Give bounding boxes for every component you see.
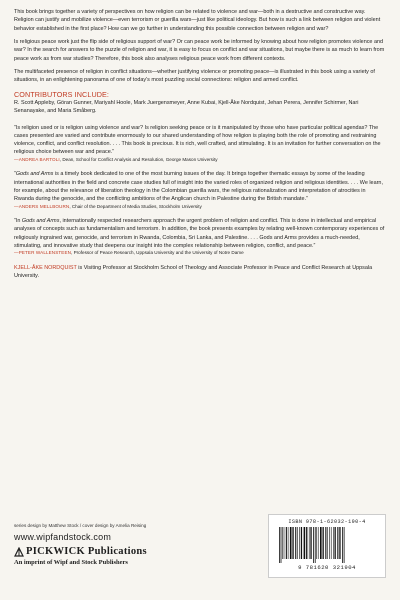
endorsement-quote: “Is religion used or is religion using violence and war? Is religion seeking peace or is it manipulated by those who have particular political agendas? The cases presented are varied and contribute enormously to our shared understanding of how religion is playing both the role of promoting and restraining violence, conflict, and conflict resolution. . . . This book is precious. It is rich, well crafted, and stimulating. It is an invitation for further conversation on the religious choice between war and peace.” <box>14 124 381 156</box>
endorsement-quote: “Gods and Arms is a timely book dedicated to one of the most burning issues of the day. It brings together thematic essays by some of the leading international authorities in the field and concrete case studies full of insight into the varied roles of organized religion and religious identities. . . . We learn, for example, about the relevance of liberation theology in the Colombian guerilla wars, the religious rationalization and interpretation of atrocities in Rwanda during the genocide, and the conflicting ambitions of the Anglican church in Palestine during the British mandate.” <box>14 171 383 203</box>
barcode <box>277 527 377 563</box>
barcode-bar <box>306 527 307 559</box>
barcode-bar <box>284 527 285 559</box>
pickwick-logo-icon <box>14 547 24 557</box>
barcode-bar <box>292 527 293 559</box>
barcode-block <box>268 514 386 578</box>
publisher-logo <box>14 546 147 557</box>
endorsement-attribution: —ANDERS MELLBOURN, Chair of the Department of Media Studies, Stockholm University <box>14 203 202 209</box>
barcode-digits: 9 781620 321904 <box>298 564 356 571</box>
barcode-bar <box>315 527 316 563</box>
barcode-bar <box>299 527 300 559</box>
barcode-bar <box>310 527 311 559</box>
footer <box>14 510 386 600</box>
barcode-bar <box>304 527 306 559</box>
barcode-bar <box>316 527 317 559</box>
barcode-bar <box>325 527 326 559</box>
barcode-bar <box>279 527 280 563</box>
barcode-bar <box>329 527 330 559</box>
endorsement-attribution: —ANDREA BARTOLI, Dean, School for Conflict Analysis and Resolution, George Mason University <box>14 156 218 162</box>
barcode-bar <box>286 527 287 559</box>
barcode-bar <box>335 527 336 559</box>
barcode-bar <box>297 527 298 559</box>
intro-paragraph: This book brings together a variety of perspectives on how religion can be related to violence and war—both in a destructive and constructive way. Religion can justify and mobilize violence—even terrorism or guerilla wars—just like political ideology. But how is such a link between religion and violent behavior established in the first place? How can we go further in understanding this possible connection between religion and war? <box>14 9 381 32</box>
barcode-bar <box>320 527 322 559</box>
imprint-line: An imprint of Wipf and Stock Publishers <box>14 559 128 566</box>
endorser-name: —ANDREA BARTOLI <box>14 156 60 162</box>
publisher-website: www.wipfandstock.com <box>14 532 112 542</box>
endorsement-attribution: —PETER WALLENSTEEN, Professor of Peace Research, Uppsala University and the University of Notre Dame <box>14 250 244 256</box>
design-credits: series design by Matthew Stock / cover design by Amelia Reising <box>14 523 147 528</box>
barcode-bar <box>290 527 292 559</box>
endorser-name: —PETER WALLENSTEEN <box>14 250 72 256</box>
barcode-bar <box>282 527 283 559</box>
barcode-bar <box>339 527 340 559</box>
publisher-name: PICKWICK Publications <box>26 546 147 557</box>
text-column <box>14 8 386 280</box>
intro-paragraph: The multifaceted presence of religion in conflict situations—whether justifying violence or promoting peace—is illustrated in this book using a variety of situations, in an enlightening panorama of one of today's most puzzling social connections: religion and armed conflict. <box>14 69 375 84</box>
barcode-bar <box>331 527 332 559</box>
barcode-bar <box>344 527 345 563</box>
barcode-bar <box>309 527 310 559</box>
contributors-heading: CONTRIBUTORS INCLUDE: <box>14 89 110 99</box>
isbn-label: ISBN 978-1-62032-190-4 <box>288 519 366 525</box>
barcode-bar <box>337 527 338 559</box>
contributors-list: R. Scott Appleby, Göran Gunner, Mariyahl Hoole, Mark Juergensmeyer, Anne Kubai, Kjell-Åke Nordquist, Jehan Perera, Jennifer Schirmer, Nari Senanayake, and Maria Småberg. <box>14 99 359 115</box>
barcode-bar <box>313 527 314 563</box>
barcode-bar <box>318 527 319 559</box>
author-bio: KJELL-ÅKE NORDQUIST is Visiting Professor at Stockholm School of Theology and Associate Professor in Peace and Conflict Research at Uppsala University. <box>14 264 373 280</box>
barcode-bar <box>333 527 334 559</box>
barcode-bar <box>301 527 302 559</box>
barcode-bar <box>327 527 328 559</box>
barcode-bar <box>323 527 324 559</box>
endorser-name: —ANDERS MELLBOURN <box>14 203 70 209</box>
barcode-bar <box>288 527 289 559</box>
barcode-bar <box>281 527 282 563</box>
endorsement-quote: “In Gods and Arms, internationally respected researchers approach the urgent problem of religion and conflict. This is done in intellectual and empirical analyses of concepts such as fundamentalism and terrorism. In addition, the book presents examples by relating well-known contemporary experiences of religiously ingrained war, genocide, and terrorism in Rwanda, Colombia, Sri Lanka, and Palestine. . . . Gods and Arms provides a much-needed, stimulating, and innovative study that deepens our insight into the complex relationship between religion, conflict, and peace.” <box>14 218 385 249</box>
author-name: KJELL-ÅKE NORDQUIST <box>14 264 77 271</box>
barcode-bar <box>295 527 296 559</box>
intro-paragraph: Is religious peace work just the flip side of religious support of war? Or can peace work be informed by knowing about how religion promotes violence and war? In the search for answers to the puzzle of religion and war, it is easy to focus on conflict and war situations, but maybe there is as much to learn from peace work as from war studies? Therefore, this book also analyses religious peace work from different contexts. <box>14 39 385 62</box>
barcode-bar <box>342 527 343 563</box>
